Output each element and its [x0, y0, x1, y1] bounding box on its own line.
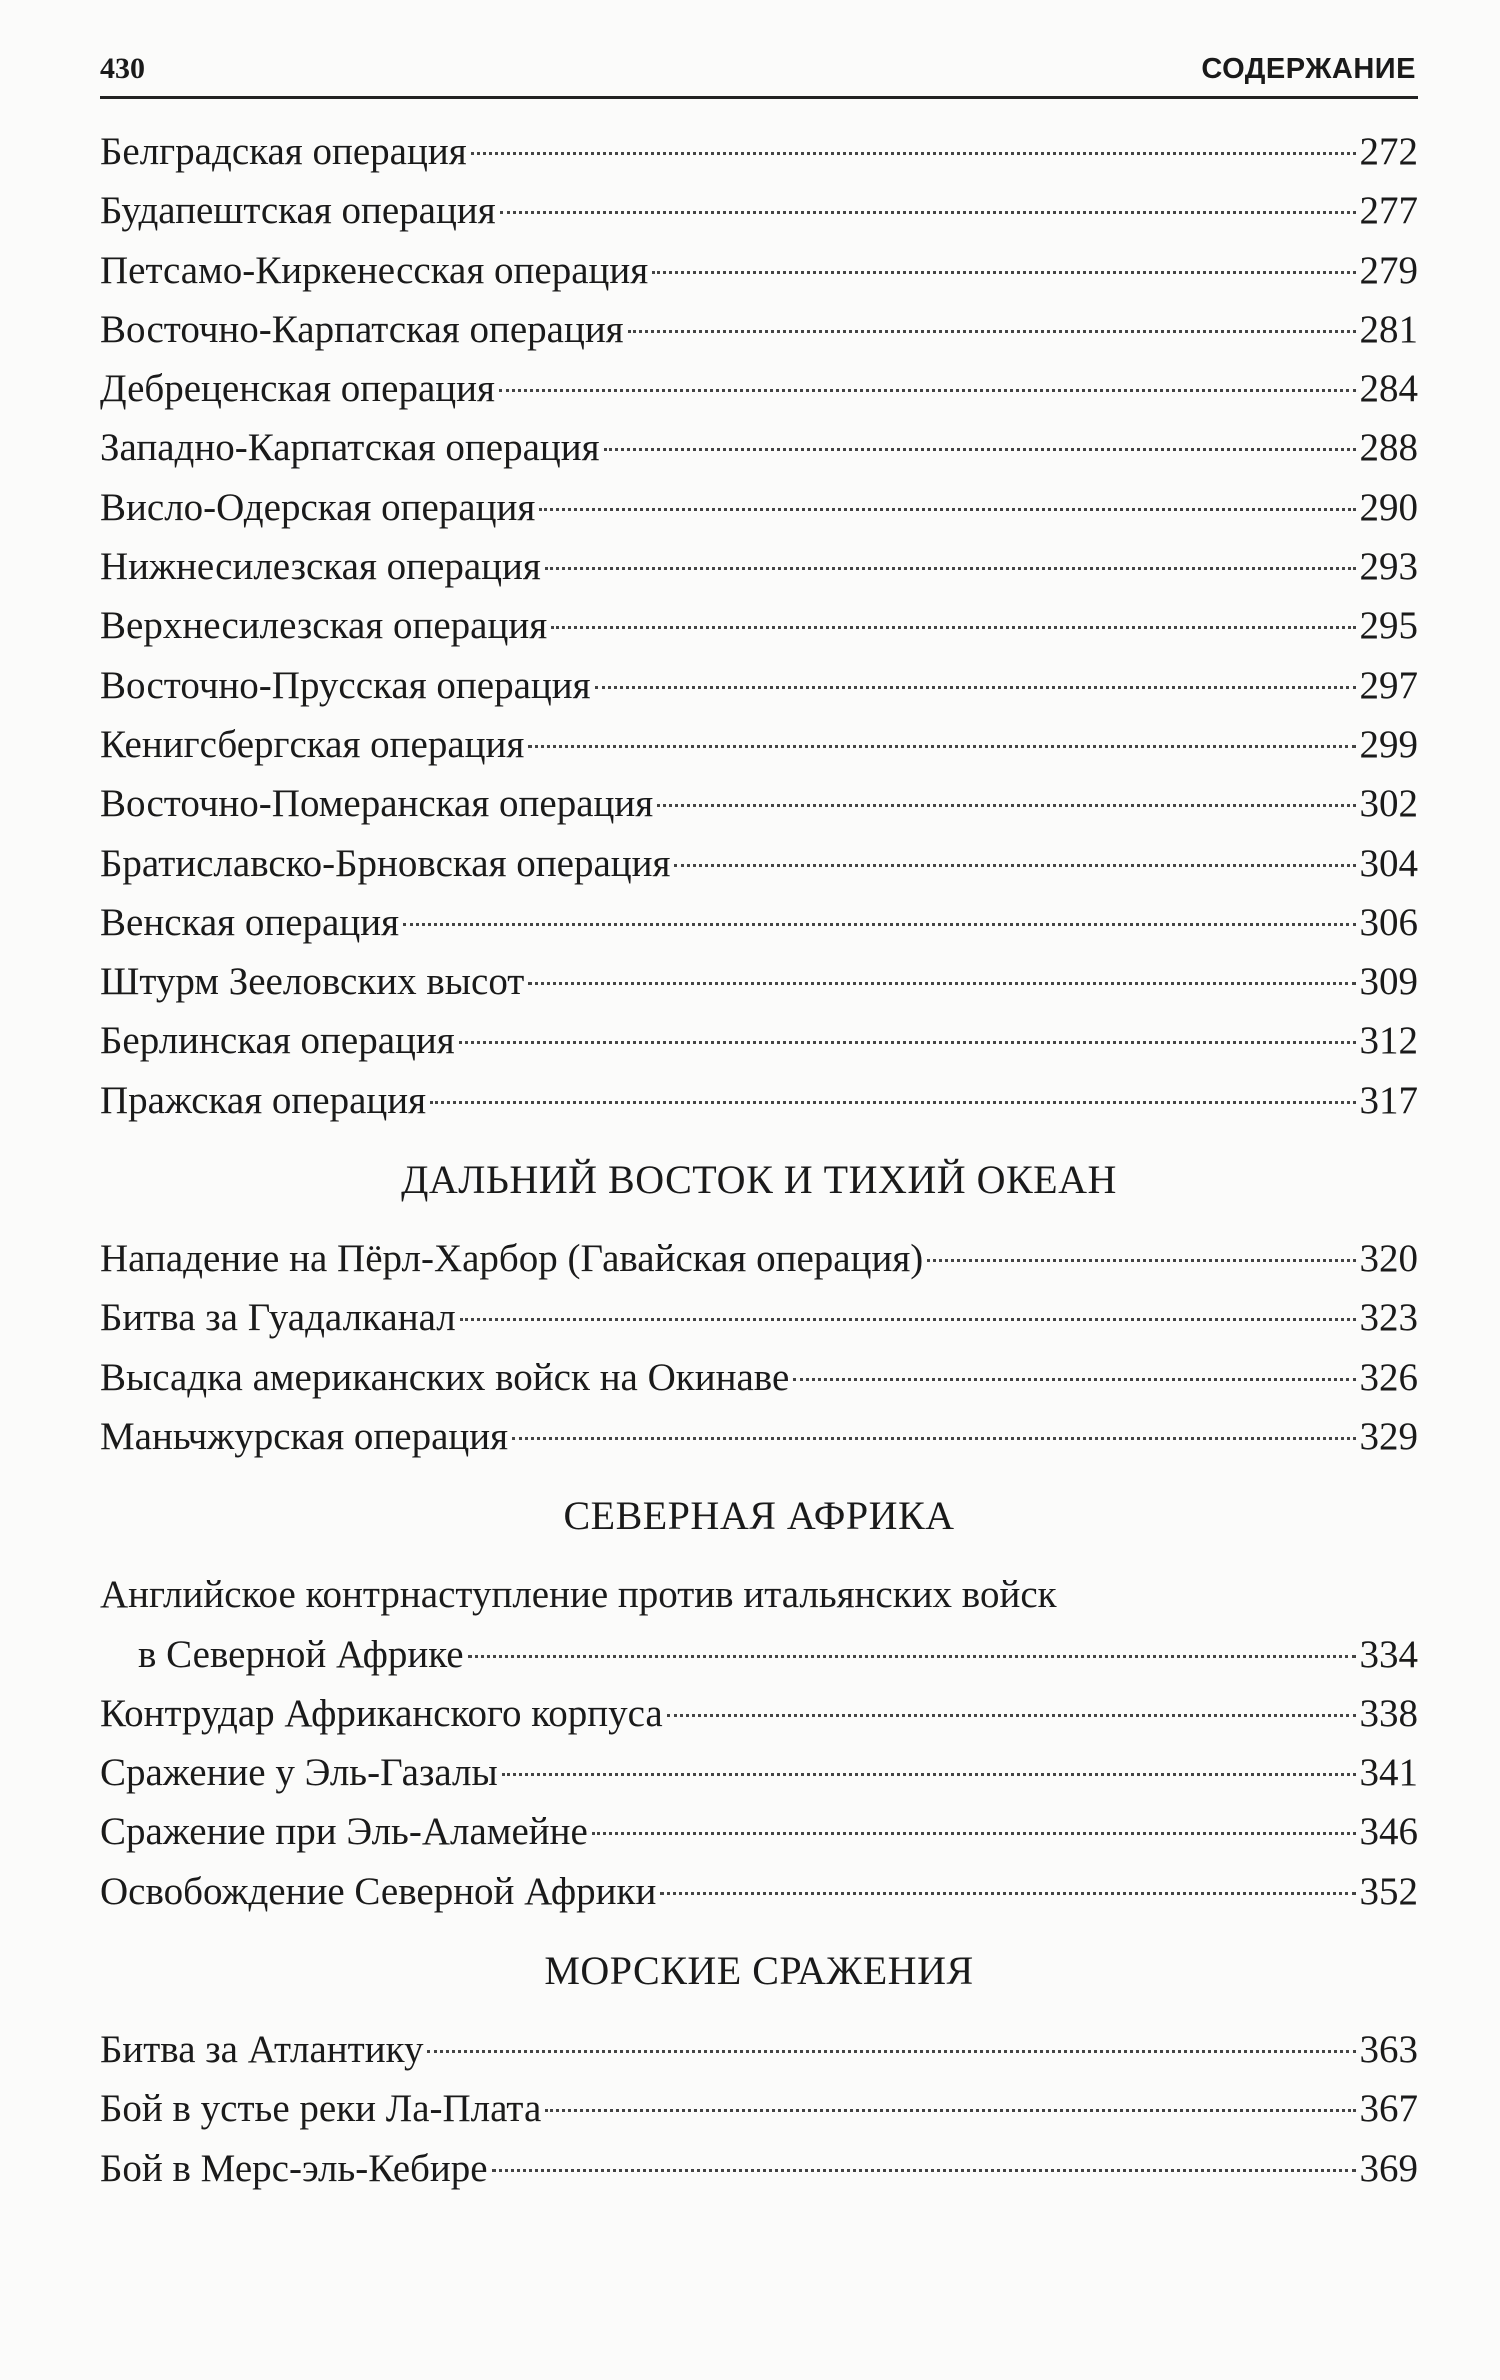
leader-dots — [492, 2169, 1356, 2172]
entry-page: 312 — [1359, 1019, 1418, 1063]
toc-entry — [100, 1288, 1418, 1347]
toc-entry — [100, 359, 1418, 418]
entry-label: Сражение у Эль-Газалы — [100, 1751, 498, 1795]
entry-label: Дебреценская операция — [100, 367, 495, 411]
section-heading: СЕВЕРНАЯ АФРИКА — [563, 1493, 955, 1539]
entry-page: 297 — [1359, 663, 1418, 707]
leader-dots — [660, 1892, 1355, 1895]
entry-page: 338 — [1359, 1691, 1418, 1735]
entry-label: Освобождение Северной Африки — [100, 1869, 657, 1913]
entry-page: 346 — [1359, 1810, 1418, 1854]
leader-dots — [528, 745, 1355, 748]
section-heading: ДАЛЬНИЙ ВОСТОК И ТИХИЙ ОКЕАН — [401, 1157, 1117, 1203]
leader-dots — [468, 1655, 1356, 1658]
leader-dots — [512, 1437, 1355, 1440]
toc-entry — [100, 596, 1418, 655]
toc-entry — [100, 893, 1418, 952]
entry-label: Битва за Гуадалканал — [100, 1296, 456, 1340]
entry-page: 369 — [1359, 2146, 1418, 2190]
entry-page: 363 — [1359, 2028, 1418, 2072]
toc-entry — [100, 1862, 1418, 1921]
toc-entry — [100, 418, 1418, 477]
entry-page: 323 — [1359, 1296, 1418, 1340]
entry-page: 281 — [1359, 307, 1418, 351]
entry-page: 284 — [1359, 367, 1418, 411]
entry-label: Будапештская операция — [100, 189, 496, 233]
entry-page: 295 — [1359, 604, 1418, 648]
leader-dots — [604, 448, 1356, 451]
entry-label: Контрудар Африканского корпуса — [100, 1691, 663, 1735]
entry-page: 326 — [1359, 1355, 1418, 1399]
leader-dots — [502, 1773, 1356, 1776]
entry-label: Нижнесилезская операция — [100, 545, 541, 589]
entry-label: Верхнесилезская операция — [100, 604, 548, 648]
entry-page: 279 — [1359, 248, 1418, 292]
toc-entry — [100, 122, 1418, 181]
leader-dots — [652, 271, 1355, 274]
entry-label: Венская операция — [100, 900, 400, 944]
entry-page: 309 — [1359, 960, 1418, 1004]
entry-page: 317 — [1359, 1078, 1418, 1122]
entry-page: 329 — [1359, 1414, 1418, 1458]
toc-entry — [100, 715, 1418, 774]
entry-label: Братиславско-Брновская операция — [100, 841, 671, 885]
leader-dots — [499, 389, 1356, 392]
section-heading: МОРСКИЕ СРАЖЕНИЯ — [544, 1948, 974, 1994]
entry-label-cont: в Северной Африке — [138, 1632, 464, 1676]
entry-page: 302 — [1359, 782, 1418, 826]
entry-label: Английское контрнаступление против итальянских войск — [100, 1573, 1057, 1617]
header-rule — [100, 96, 1418, 99]
entry-page: 352 — [1359, 1869, 1418, 1913]
toc-entry — [100, 181, 1418, 240]
entry-continuation — [100, 1625, 1418, 1684]
leader-dots — [595, 686, 1356, 689]
entry-label: Штурм Зееловских высот — [100, 960, 525, 1004]
leader-dots — [430, 1101, 1355, 1104]
entry-page: 293 — [1359, 545, 1418, 589]
entry-label: Восточно-Карпатская операция — [100, 307, 624, 351]
leader-dots — [471, 152, 1356, 155]
page-number: 430 — [100, 52, 145, 85]
entry-page: 290 — [1359, 485, 1418, 529]
entry-page: 299 — [1359, 722, 1418, 766]
entry-label: Бой в Мерс-эль-Кебире — [100, 2146, 488, 2190]
entry-label: Восточно-Померанская операция — [100, 782, 654, 826]
entry-label: Битва за Атлантику — [100, 2028, 424, 2072]
entry-label: Петсамо-Киркенесская операция — [100, 248, 649, 292]
toc-entry — [100, 1229, 1418, 1288]
toc-entry — [100, 1407, 1418, 1466]
toc-entry — [100, 2079, 1418, 2138]
toc-entry — [100, 656, 1418, 715]
running-head — [100, 40, 1416, 86]
running-title: СОДЕРЖАНИЕ — [1201, 53, 1416, 85]
entry-label: Нападение на Пёрл-Харбор (Гавайская операция) — [100, 1237, 924, 1281]
toc-entry — [100, 2139, 1418, 2198]
toc-entry — [100, 1802, 1418, 1861]
leader-dots — [793, 1378, 1355, 1381]
entry-page: 304 — [1359, 841, 1418, 885]
leader-dots — [528, 982, 1355, 985]
leader-dots — [592, 1832, 1356, 1835]
leader-dots — [628, 330, 1356, 333]
leader-dots — [460, 1318, 1356, 1321]
toc-entry — [100, 952, 1418, 1011]
toc-entry — [100, 1011, 1418, 1070]
leader-dots — [539, 508, 1355, 511]
leader-dots — [927, 1259, 1355, 1262]
toc-entry — [100, 1565, 1418, 1684]
entry-page: 277 — [1359, 189, 1418, 233]
entry-label: Висло-Одерская операция — [100, 485, 536, 529]
entry-label: Пражская операция — [100, 1078, 427, 1122]
toc-entry — [100, 1071, 1418, 1130]
entry-page: 334 — [1359, 1632, 1418, 1676]
toc-entry — [100, 2020, 1418, 2079]
entry-label: Белградская операция — [100, 130, 467, 173]
leader-dots — [674, 864, 1355, 867]
table-of-contents — [100, 122, 1418, 2198]
leader-dots — [545, 2109, 1355, 2112]
entry-label: Кенигсбергская операция — [100, 722, 525, 766]
leader-dots — [657, 804, 1355, 807]
leader-dots — [667, 1714, 1356, 1717]
entry-page: 341 — [1359, 1751, 1418, 1795]
toc-entry — [100, 1348, 1418, 1407]
toc-entry — [100, 1743, 1418, 1802]
entry-label: Маньчжурская операция — [100, 1414, 509, 1458]
toc-entry — [100, 1684, 1418, 1743]
toc-entry — [100, 241, 1418, 300]
entry-label: Восточно-Прусская операция — [100, 663, 591, 707]
entry-page: 272 — [1359, 130, 1418, 173]
entry-label: Берлинская операция — [100, 1019, 455, 1063]
leader-dots — [459, 1041, 1356, 1044]
leader-dots — [403, 923, 1355, 926]
toc-entry — [100, 300, 1418, 359]
toc-entry — [100, 774, 1418, 833]
entry-label: Западно-Карпатская операция — [100, 426, 600, 470]
entry-page: 320 — [1359, 1237, 1418, 1281]
leader-dots — [551, 626, 1355, 629]
entry-page: 367 — [1359, 2087, 1418, 2131]
entry-label: Сражение при Эль-Аламейне — [100, 1810, 588, 1854]
toc-entry — [100, 834, 1418, 893]
toc-entry — [100, 537, 1418, 596]
entry-page: 306 — [1359, 900, 1418, 944]
leader-dots — [545, 567, 1356, 570]
entry-label: Бой в устье реки Ла-Плата — [100, 2087, 542, 2131]
leader-dots — [500, 211, 1356, 214]
entry-label: Высадка американских войск на Окинаве — [100, 1355, 790, 1399]
toc-entry — [100, 478, 1418, 537]
entry-page: 288 — [1359, 426, 1418, 470]
leader-dots — [427, 2050, 1355, 2053]
